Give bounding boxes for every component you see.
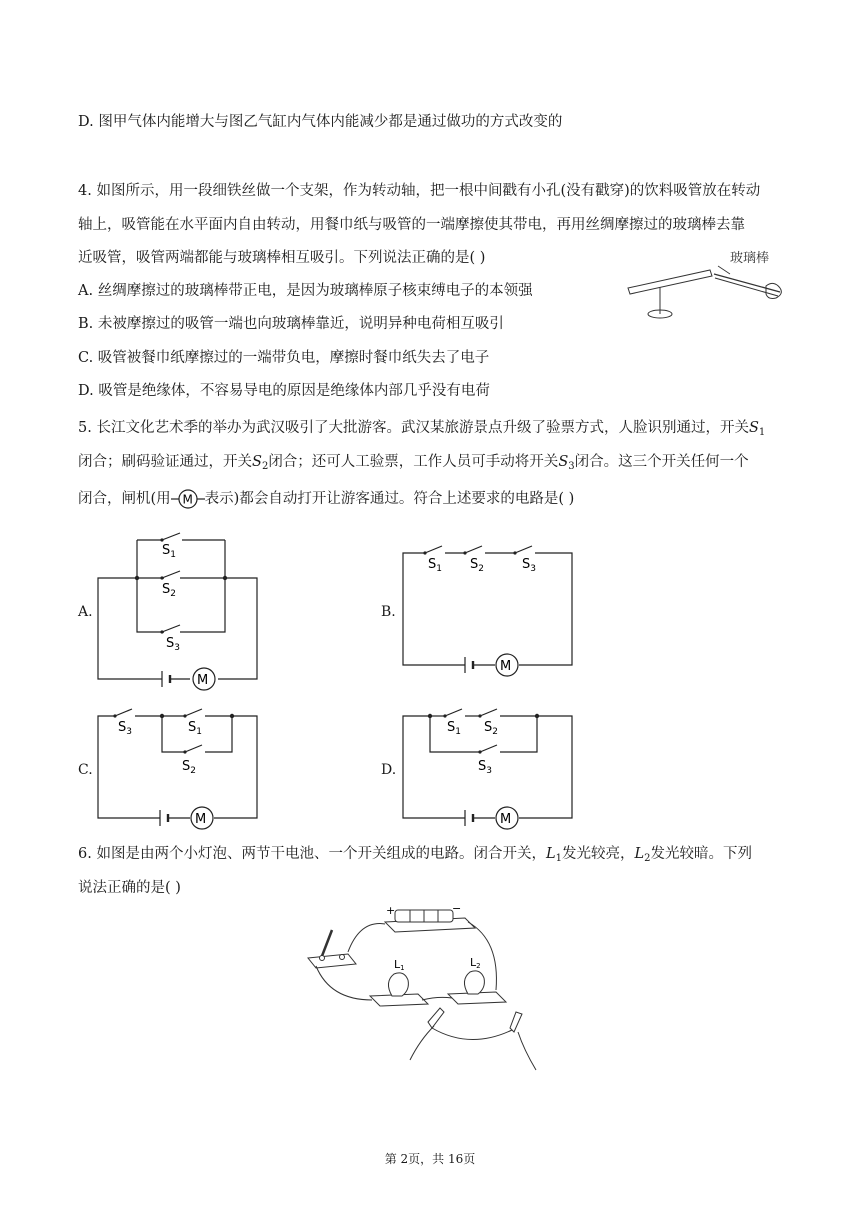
- circuit-b-diagram: [395, 538, 580, 688]
- q3-option-d: D. 图甲气体内能增大与图乙气缸内气体内能减少都是通过做功的方式改变的: [78, 114, 563, 130]
- q4-option-d: D. 吸管是绝缘体，不容易导电的原因是绝缘体内部几乎没有电荷: [78, 383, 490, 399]
- switch-label-b-s2: $S_2$: [470, 557, 484, 574]
- circuit-a-diagram: [90, 532, 270, 697]
- q5-stem-line-1: 5. 长江文化艺术季的举办为武汉吸引了大批游客。武汉某旅游景点升级了验票方式，人脸识别通过，开关$S_1$: [78, 420, 766, 438]
- switch-label-c-s2: $S_2$: [182, 759, 196, 776]
- motor-symbol-icon: [171, 488, 205, 510]
- svg-text:M: M: [182, 492, 193, 507]
- option-a-label: A.: [78, 604, 93, 620]
- motor-label-d: M: [500, 812, 512, 827]
- option-d-label: D.: [381, 762, 397, 778]
- switch-label-d-s3: $S_3$: [478, 759, 492, 776]
- circuit-c-diagram: [90, 702, 270, 832]
- switch-label-a-s1: $S_1$: [162, 543, 176, 560]
- q6-circuit-apparatus-figure: [300, 900, 560, 1080]
- bulb-l1-label: L1: [394, 958, 405, 972]
- option-c-label: C.: [78, 762, 93, 778]
- switch-label-a-s2: $S_2$: [162, 582, 176, 599]
- q4-option-a: A. 丝绸摩擦过的玻璃棒带正电，是因为玻璃棒原子核束缚电子的本领强: [78, 283, 533, 299]
- switch-label-c-s3: $S_3$: [118, 720, 132, 737]
- q5-stem-line-3: 闭合，闸机(用 M 表示)都会自动打开让游客通过。符合上述要求的电路是( ): [78, 488, 574, 510]
- glass-rod-label: 玻璃棒: [730, 251, 770, 266]
- bulb-l2-label: L2: [470, 956, 481, 970]
- q6-stem-line-1: 6. 如图是由两个小灯泡、两节干电池、一个开关组成的电路。闭合开关，$L_1$发光较亮，$L_2$发光较暗。下列: [78, 846, 752, 864]
- switch-label-a-s3: $S_3$: [166, 636, 180, 653]
- q4-option-b: B. 未被摩擦过的吸管一端也向玻璃棒靠近，说明异种电荷相互吸引: [78, 316, 504, 332]
- q5-stem-line-2: 闭合；刷码验证通过，开关$S_2$闭合；还可人工验票，工作人员可手动将开关$S_3$闭合。这三个开关任何一个: [78, 454, 749, 472]
- switch-label-d-s1: $S_1$: [447, 720, 461, 737]
- switch-label-d-s2: $S_2$: [484, 720, 498, 737]
- battery-plus-label: +: [386, 904, 396, 917]
- circuit-d-diagram: [395, 702, 580, 832]
- motor-label-c: M: [195, 812, 207, 827]
- battery-minus-label: −: [452, 902, 462, 915]
- q5-stem-1a: 5. 长江文化艺术季的举办为武汉吸引了大批游客。武汉某旅游景点升级了验票方式，人脸识别通过，开关: [78, 420, 749, 436]
- page-footer: 第 2页，共 16页: [384, 1152, 476, 1166]
- switch-label-b-s3: $S_3$: [522, 557, 536, 574]
- motor-label-a: M: [197, 673, 209, 688]
- q6-stem-line-2: 说法正确的是( ): [78, 880, 181, 896]
- q4-stem-line-1: 4. 如图所示，用一段细铁丝做一个支架，作为转动轴，把一根中间戳有小孔(没有戳穿)的饮料吸管放在转动: [78, 183, 761, 199]
- switch-label-c-s1: $S_1$: [188, 720, 202, 737]
- q4-stem-line-3: 近吸管，吸管两端都能与玻璃棒相互吸引。下列说法正确的是( ): [78, 250, 486, 266]
- switch-label-b-s1: $S_1$: [428, 557, 442, 574]
- q4-option-c: C. 吸管被餐巾纸摩擦过的一端带负电，摩擦时餐巾纸失去了电子: [78, 350, 490, 366]
- option-b-label: B.: [381, 604, 396, 620]
- motor-label-b: M: [500, 659, 512, 674]
- q4-stem-line-2: 轴上，吸管能在水平面内自由转动，用餐巾纸与吸管的一端摩擦使其带电，再用丝绸摩擦过的玻璃棒去靠: [78, 217, 745, 233]
- q4-straw-figure: [620, 244, 790, 326]
